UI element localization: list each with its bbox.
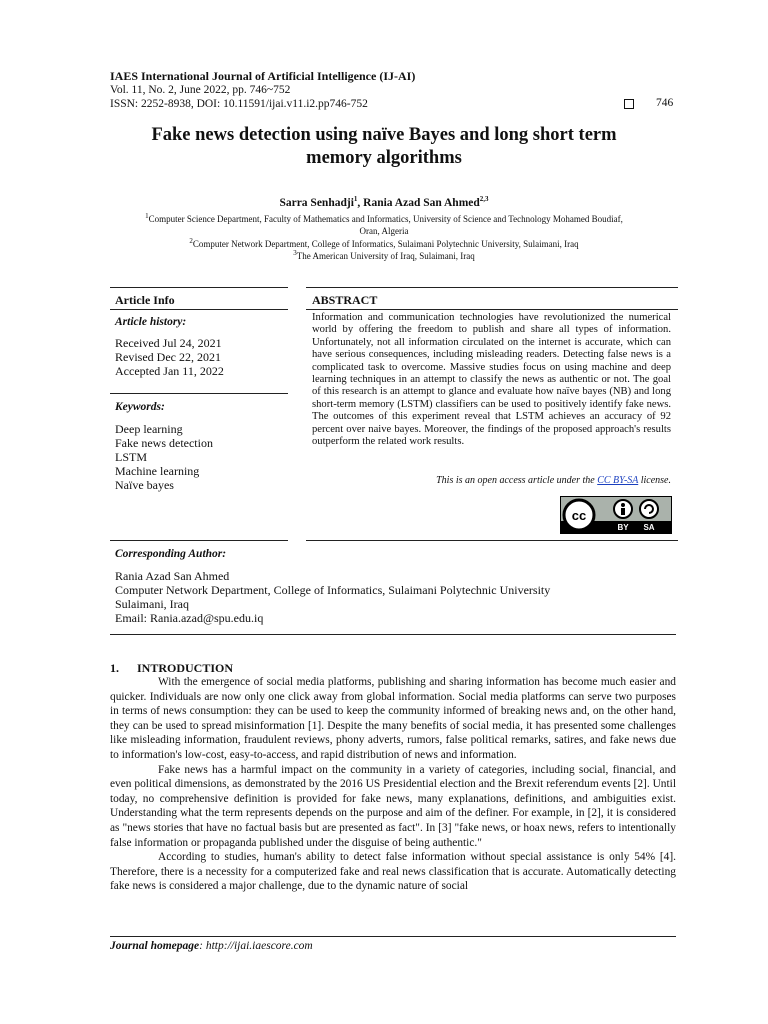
authors (100, 195, 668, 209)
received-date: Received Jul 24, 2021 (115, 336, 222, 350)
journal-name: IAES International Journal of Artificial Intelligence (IJ-AI) (110, 69, 416, 83)
section-heading-introduction (110, 661, 233, 676)
volume-info: Vol. 11, No. 2, June 2022, pp. 746~752 (110, 84, 291, 96)
section-title: INTRODUCTION (137, 661, 234, 675)
aff-3-text: The American University of Iraq, Sulaimani, Iraq (296, 251, 475, 261)
corresponding-dept: Computer Network Department, College of Informatics, Sulaimani Polytechnic University (115, 583, 551, 597)
affiliation-3 (100, 247, 668, 262)
abstract-heading: ABSTRACT (312, 293, 378, 307)
author-2-sup: 2,3 (479, 195, 489, 203)
paragraph-2: Fake news has a harmful impact on the community in a variety of categories, including social, financial, and even political dimensions, as demonstrated by the 2016 US Presidential election and the Brexit referendum events [2]. Until today, no comprehensive definition is provided for fake news, many explanations, definitions, and ambiguities exist. Understanding what the term represents depends on the purpose and aim of the definer. For example, in [2], it is considered as "news stories that have no factual basis but are presented as fact". In [3] "fake news, or hoax news, refers to intentionally false information or propaganda published under the disguise of being authentic." (110, 763, 676, 849)
cc-mark-text: cc (571, 508, 587, 523)
corresponding-name: Rania Azad San Ahmed (115, 569, 230, 583)
author-1: Sarra Senhadji (279, 196, 354, 209)
aff-1-sup: 1 (145, 212, 149, 220)
section-number: 1. (110, 661, 119, 675)
author-1-sup: 1 (353, 195, 358, 203)
paragraph-3: According to studies, human's ability to detect false information without special assistance is only 54% [4]. Therefore, there is a necessity for a computerized fake and real news classification that is accurate. Automatically detecting fake news is considered a major challenge, due to the dynamic nature of social (110, 851, 676, 893)
keywords-heading: Keywords: (115, 401, 165, 413)
cc-by-label: BY (617, 523, 629, 532)
license-suffix: license. (638, 475, 671, 486)
revised-date: Revised Dec 22, 2021 (115, 350, 221, 364)
aff-1-line-2: Oran, Algeria (359, 226, 409, 236)
page-box-icon (624, 99, 634, 109)
paragraph-1: With the emergence of social media platforms, publishing and sharing information has become much easier and quicker. Individuals are now only one click away from global information. Social media platforms can serve two purposes in terms of news consumption: they can be used to keep the community informed of breaking news and, on the other hand, they can be used to spread misinformation [1]. Despite the many benefits of social media, it has presented some challenges like misleading information, fraudulent reviews, phony adverts, rumors, false political remarks, satires, and fake news due to information's low-cost, easy-to-access, and rapid distribution of news and information. (110, 676, 676, 761)
author-2: Rania Azad San Ahmed (363, 196, 480, 209)
info-top-rule (110, 287, 288, 288)
aff-2-sup: 2 (189, 237, 193, 245)
license-line (312, 475, 671, 486)
aff-2-text: Computer Network Department, College of Informatics, Sulaimani Polytechnic University, Sulaimani, Iraq (192, 239, 579, 249)
aff-3-sup: 3 (293, 249, 297, 257)
cc-logo-icon (561, 497, 671, 533)
corresponding-rule (110, 634, 676, 635)
keyword-item: LSTM (115, 450, 148, 464)
abstract-sub-rule (306, 309, 678, 310)
info-sub-rule (110, 309, 288, 310)
abstract-top-rule (306, 287, 678, 288)
page-number: 746 (656, 97, 674, 109)
corresponding-city: Sulaimani, Iraq (115, 597, 189, 611)
issn-doi: ISSN: 2252-8938, DOI: 10.11591/ijai.v11.i2.pp746-752 (110, 98, 368, 110)
paper-title (100, 124, 668, 170)
accepted-date: Accepted Jan 11, 2022 (115, 364, 224, 378)
corresponding-heading: Corresponding Author: (115, 548, 227, 560)
introduction-body (110, 675, 676, 894)
license-prefix: This is an open access article under the (436, 475, 598, 486)
keyword-item: Deep learning (115, 422, 183, 436)
title-line-1: Fake news detection using naïve Bayes and long short term (151, 125, 617, 145)
homepage-url[interactable]: : http://ijai.iaescore.com (199, 940, 313, 952)
author-sep: , (357, 196, 364, 209)
cc-by-sa-badge[interactable] (560, 496, 672, 534)
abstract-text: Information and communication technologies have revolutionized the numerical world by offering the freedom to publish and share all types of information. Unfortunately, not all information circulated on the internet is accurate, which can have serious consequences, including misleading readers. Detecting false news is a complicated task to overcome. Massive studies focus on using machine and deep learning techniques in an attempt to classify the news as authentic or not. The goal of this research is an attempt to glance and evaluate how naïve bayes (NB) and long short-term memory (LSTM) classifiers can be used to positively identify fake news. The outcomes of this experiment reveal that LSTM achieves an accuracy of 92 percent over naive bayes. Moreover, the findings of the proposed approach's results outperform the related work results. (312, 312, 671, 448)
cc-sa-label: SA (643, 523, 655, 532)
homepage-label: Journal homepage (110, 940, 200, 952)
corresponding-email[interactable]: Email: Rania.azad@spu.edu.iq (115, 611, 264, 625)
aff-1-line-1: Computer Science Department, Faculty of Mathematics and Informatics, University of Science and Technology Mohamed Boudiaf, (148, 214, 623, 224)
abstract-bottom-rule (306, 540, 678, 541)
affiliation-1 (100, 210, 668, 237)
footer-rule (110, 936, 676, 937)
title-line-2: memory algorithms (306, 148, 462, 168)
info-bottom-rule (110, 540, 288, 541)
keyword-item: Fake news detection (115, 436, 213, 450)
keyword-item: Naïve bayes (115, 478, 174, 492)
cc-by-sa-link[interactable]: CC BY-SA (597, 475, 639, 486)
keyword-item: Machine learning (115, 464, 200, 478)
article-info-heading: Article Info (115, 293, 175, 307)
history-heading: Article history: (115, 316, 187, 328)
history-rule (110, 393, 288, 394)
journal-homepage (110, 940, 313, 952)
